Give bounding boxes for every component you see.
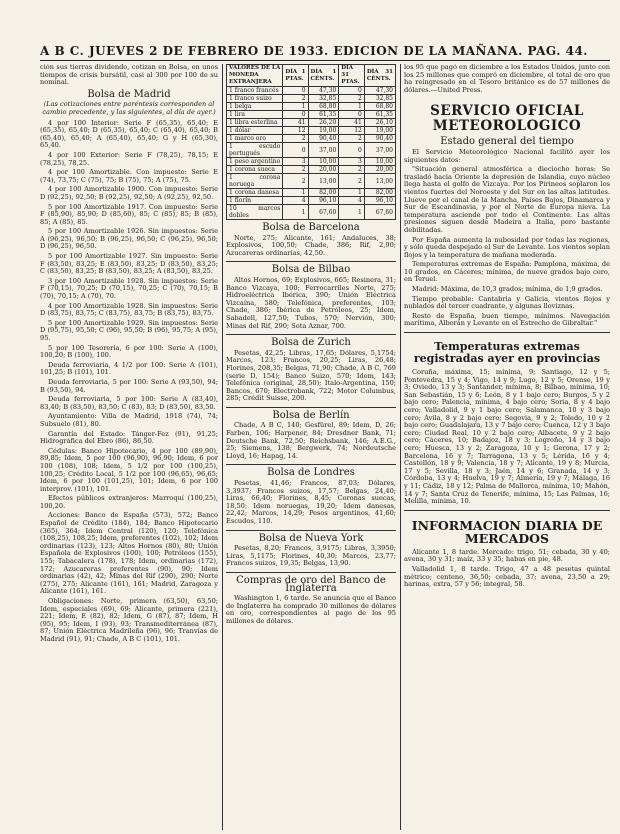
section-rule — [226, 464, 396, 465]
table-cell: 12 — [339, 127, 365, 135]
estado-paragraph: El Servicio Meteorológico Nacional facilitó ayer los siguientes datos: — [404, 147, 610, 164]
column-1 — [40, 64, 218, 832]
quotation-paragraph: 4 por 100 Exterior: Serie F (78,25), 78,15; E (78,25), 78,25. — [40, 150, 218, 167]
quotation-paragraph: 5 por 100 Amortizable 1929. Sin impuestos: Serie D (95,75), 95,50; C (96), 95,50; B (96), 95,75; A (95), 95. — [40, 318, 218, 342]
table-header-cell: DÍA 31 CÉNTS. — [364, 65, 395, 87]
quotation-paragraph: Obligaciones: Norte, primera (63,50), 63,50; Idem, especiales (69), 69; Alicante, primera (221), 221; Idem, E (82), 82; Idem, G (87), 87; Idem, H (95), 95; Idem, I (93), 93; Transmediterránea (87), 87; Unión Eléctrica Madrileña (96), 96; Tranvías de Madrid (91), 91; Chade, A B C (101), 101. — [40, 597, 218, 643]
table-cell: 1 corona sueca — [227, 166, 283, 174]
quotation-paragraph: 5 por 100 Amortizable 1917. Con impuesto: Serie F (85,90), 85,90; D (85,60), 85; C (85), 85; B (85), 85; A (85), 85. — [40, 202, 218, 226]
table-row — [227, 87, 396, 95]
table-cell: 1 belga — [227, 103, 283, 111]
table-cell: 0 — [339, 143, 365, 158]
estado-paragraph: Resto de España, buen tiempo, mínimos. Navegación marítima, Alborán y Levante en el Estrecho de Gibraltar." — [404, 311, 610, 328]
table-cell: 1 corona noruega — [227, 174, 283, 189]
table-cell: 1 franco suizo — [227, 95, 283, 103]
table-row — [227, 143, 396, 158]
table-cell: 1 — [339, 189, 365, 197]
table-cell: 96,10 — [308, 197, 339, 205]
table-cell: 1 — [283, 103, 308, 111]
table-cell: 0 — [283, 111, 308, 119]
table-cell: 20,00 — [308, 166, 339, 174]
table-cell: 2 — [339, 166, 365, 174]
table-cell: 41 — [283, 119, 308, 127]
table-cell: 1 — [339, 103, 365, 111]
table-cell: 1 florín — [227, 197, 283, 205]
bolsa-barcelona-title: Bolsa de Barcelona — [262, 222, 360, 233]
table-cell: 2 — [339, 95, 365, 103]
table-cell: 13,00 — [364, 174, 395, 189]
estado-paragraph: "Situación general atmosférica a dieciocho horas: Se trasladó hacia Oriente la depresión de Islandia, cuyo núcleo llega hasta el golfo de Vizcaya. Por los Pirineos soplaron los vientos fuertes del Noroeste y del Sur en las altas latitudes. Llueve por el canal de la Mancha, Países Bajos, Dinamarca y Sur de Escandinavia, y por el Norte de Europa nieva. La temperatura asciende por todo el Continente. Las altas presiones siguen desde Madeira a Italia, pero bastante debilitadas. — [404, 165, 610, 234]
bolsa-zurich-title: Bolsa de Zurich — [271, 337, 351, 349]
currency-table — [226, 64, 396, 220]
table-cell: 32,85 — [308, 95, 339, 103]
continued-text: los 95 que pagó en diciembre a los Estados Unidos, junto con los 25 millones que compró en diciembre, el total de oro que ha reingresado en el Tesoro británico es de 57 millones de dólares.—United Press. — [404, 64, 610, 94]
table-cell: 82,00 — [308, 189, 339, 197]
table-cell: 1 franco francés — [227, 87, 283, 95]
bolsa-bilbao-text: Altos Hornos, 69; Explosivos, 665; Resinera, 31; Banco Vizcaya, 100; Ferrocarriles Norte, 275; Hidroeléctrica Ibérica, 390; Unión Eléctrica Vizcaína, 580; Telefónica, preferentes, 103; Chade, 386; Ibérica de Petróleos, 25; Idem, Sabadell, 127,50; Tubos, 570; Nervión, 300; Minas del Rif, 290; Sota Aznar, 700. — [226, 275, 396, 330]
temperaturas-title: Temperaturas extremas registradas ayer en provincias — [413, 340, 601, 366]
table-row — [227, 127, 396, 135]
quotation-paragraph: 5 por 100 Amortizable 1926. Sin impuestos: Serie A (96,25), 96,50; B (96,25), 96,50; C (96,25), 96,50; D (96,25), 96,50. — [40, 227, 218, 251]
bolsa-madrid-note: (Las cotizaciones entre paréntesis corresponden al cambio precedente, y las siguientes, al día de ayer.) — [42, 100, 216, 116]
section-rule — [226, 261, 396, 262]
table-row — [227, 189, 396, 197]
table-cell: 0 — [339, 87, 365, 95]
table-cell: 1 — [283, 189, 308, 197]
quotation-paragraph: 4 por 100 Amortizable. Con impuesto: Serie E (74), 73,75; C (75), 75; B (75), 75; A (75), 75. — [40, 168, 218, 184]
table-cell: 26,20 — [308, 119, 339, 127]
table-cell: 82,00 — [364, 189, 395, 197]
table-row — [227, 111, 396, 119]
table-cell: 0 — [283, 87, 308, 95]
table-cell: 20,00 — [364, 166, 395, 174]
table-cell: 41 — [339, 119, 365, 127]
table-cell: 10,00 — [364, 158, 395, 166]
column-divider — [400, 64, 401, 830]
table-header-cell: DÍA 1 CÉNTS. — [308, 65, 339, 87]
quotation-paragraph: 5 por 100 Tesorería, 6 por 100: Serie A (100), 100,20; B (100), 100. — [40, 343, 218, 360]
quotation-paragraph: Deuda ferroviaria, 5 por 100: Serie A (93,50), 94; B (93,50), 94. — [40, 377, 218, 394]
quotation-paragraph: Efectos públicos extranjeros: Marroquí (100,25), 100,20. — [40, 494, 218, 510]
table-header-cell: VALORES DE LA MONEDA EXTRANJERA — [227, 65, 283, 87]
section-rule — [226, 530, 396, 531]
section-rule — [404, 332, 610, 333]
bolsa-londres-title: Bolsa de Londres — [267, 467, 355, 479]
mercados-valladolid-text: Valladolid 1, 8 tarde. Trigo, 47 a 48 pesetas quintal métrico; centeno, 36,50; cebada, 37; avena, 23,50 a 29; harinas, extra, 57 y 56; integral, 58. — [404, 564, 610, 589]
estado-paragraph: Por España aumenta la nubosidad por todas las regiones, y sólo queda despejado el Sur de Levante. Los vientos soplan flojos y la temperatura de mañana moderada. — [404, 235, 610, 259]
table-cell: 10,00 — [308, 158, 339, 166]
table-header-cell: DÍA 31 PTAS. — [339, 65, 365, 87]
column-3 — [404, 64, 610, 832]
quotation-paragraph: 4 por 100 Interior: Serie F (65,35), 65,40; E (65,35), 65,40; D (65,35), 65,40; C (65,40), 65,40; B (65,40), 65,40; A (65,40), 65,40; G y H (65,30), 65,40. — [40, 118, 218, 150]
quotation-paragraph: 4 por 100 Amortizable 1900. Con impuesto: Serie D (92,25), 92,50; B (92,25), 92,50; A (92,25), 92,50. — [40, 185, 218, 201]
bolsa-bilbao-title: Bolsa de Bilbao — [271, 264, 351, 276]
mercados-alicante-text: Alicante 1, 8 tarde. Mercado: trigo, 51; cebada, 30 y 40; avena, 30 y 31; maíz, 33 y 35; habas en pie, 48. — [404, 547, 610, 564]
table-cell: 96,10 — [364, 197, 395, 205]
bolsa-barcelona-text: Norte, 275; Alicante, 161; Andaluces, 38; Explosivos, 100,50; Chade, 386; Rif, 2,90; Azucareras ordinarias, 42,50. — [226, 233, 396, 257]
table-row — [227, 197, 396, 205]
quotation-paragraph: 5 por 100 Amortizable 1927. Sin impuesto: Serie F (83,50), 83,25; E (83,50), 83,25; D (83,50), 83,25; C (83,50), 83,25; B (83,50), 83,25; A (83,50), 83,25. — [40, 252, 218, 276]
table-cell: 1 marco oro — [227, 135, 283, 143]
table-row — [227, 95, 396, 103]
bolsa-londres-text: Pesetas, 41,46; Francos, 87,03; Dólares, 3,3937; Francos suizos, 17,57; Belgas, 24,40; Liras, 66,40; Florines, 8,45; Coronas suecas, 18,50; Idem noruegas, 19,20; Idem danesas, 22,42; Marcos, 14,29; Pesos argentinos, 41,60; Escudos, 110. — [226, 479, 396, 525]
column-divider — [222, 64, 223, 830]
table-cell: 2 — [283, 174, 308, 189]
section-rule — [226, 407, 396, 408]
bolsa-nueva-york-text: Pesetas, 8,20; Francos, 3,9175; Libras, 3,3950; Liras, 5,1175; Florines, 40,30; Marcos, 23,77; Francos suizos, 19,35; Belgas, 13,90. — [226, 544, 396, 568]
estado-tiempo-title: Estado general del tiempo — [440, 136, 574, 148]
table-row — [227, 158, 396, 166]
table-cell: 32,85 — [364, 95, 395, 103]
quotation-paragraph: Acciones: Banco de España (573), 572; Banco Español de Crédito (184), 184; Banco Hipotecario (365), 364; Idem Central (120), 120; Telefónica (108,25), 108,25; Idem, preferentes (102), 102; Idem ordinarias (123), 123; Altos Hornos (80), 80; Unión Española de Explosivos (100), 100; Petróleos (155), 155; Tabacalera (178), 178; Idem, ordinarias (172), 172; Azucareras preferentes (90), 90; Idem ordinarias (42), 42; Minas del Rif (290), 290; Norte (275), 275; Alicante (161), 161; Madrid, Zaragoza y Alicante (161), 161. — [40, 511, 218, 596]
table-cell: 1 peso argentino — [227, 158, 283, 166]
table-cell: 19,00 — [308, 127, 339, 135]
table-cell: 2 — [339, 135, 365, 143]
table-row — [227, 205, 396, 220]
intro-paragraph: ción sus tierras dividendo, cotizan en Bolsa, en unos tiempos de crisis bursátil, casi al 300 por 100 de su nominal. — [40, 64, 218, 87]
table-row — [227, 166, 396, 174]
table-cell: 4 — [283, 197, 308, 205]
quotation-paragraph: 3 por 100 Amortizable 1928. Sin impuestos: Serie F (70,15), 70,25; D (70,15), 70,25; C (70), 70,15; B (70), 70,15; A (70), 70. — [40, 276, 218, 301]
bolsa-madrid-body — [40, 120, 218, 644]
page-header: A B C. JUEVES 2 DE FEBRERO DE 1933. EDICION DE LA MAÑANA. PAG. 44. — [40, 44, 588, 58]
table-cell: 12 — [283, 127, 308, 135]
quotation-paragraph: Deuda ferroviaria, 5 por 100: Serie A (83,40), 83,40; B (83,50), 83,50; C (83), 83; D (83,50), 83,50. — [40, 395, 218, 411]
table-cell: 67,60 — [364, 205, 395, 220]
bolsa-nueva-york-title: Bolsa de Nueva York — [258, 532, 364, 544]
table-cell: 19,00 — [364, 127, 395, 135]
quotation-paragraph: Garantía del Estado: Tánger-Fez (91), 91,25; Hidrográfica del Ebro (86), 86,50. — [40, 429, 218, 446]
estado-paragraph: Tiempo probable: Cantabria y Galicia, vientos flojos y nublados del tercer cuadrante, y algunas lloviznas. — [404, 294, 610, 311]
table-cell: 47,30 — [308, 87, 339, 95]
table-cell: 90,40 — [364, 135, 395, 143]
table-cell: 1 libra esterlina — [227, 119, 283, 127]
bolsa-zurich-text: Pesetas, 42,25; Libras, 17,65; Dólares, 5,1754; Marcos, 123; Francos, 20,25; Liras, 26,48; Florines, 208,35; Belgas, 71,90; Chade, A B C, 769 (serie D, 154); Banco Suizo, 570; Idem, 143; Telefónica (original, 28,50); Italo-Argentina, 150; Bancos, 670; Electrobank, 722; Motor Columbus, 285; Crédit Suisse, 200. — [226, 348, 396, 403]
table-cell: 47,30 — [364, 87, 395, 95]
table-row — [227, 174, 396, 189]
table-cell: 68,80 — [364, 103, 395, 111]
table-cell: 0 — [339, 111, 365, 119]
quotation-paragraph: Deuda ferroviaria, 4 1/2 por 100: Serie A (101), 101,25; B (101), 101. — [40, 360, 218, 377]
estado-tiempo-body — [404, 149, 610, 328]
quotation-paragraph: 4 por 100 Amortizable 1928. Sin impuestos: Serie D (83,75), 83,75; C (83,75), 83,75; B (83,75), 83,75. — [40, 301, 218, 318]
quotation-paragraph: Cédulas: Banco Hipotecario, 4 por 100 (89,90), 89,85; Idem, 5 por 100 (96,90), 96,90; Idem, 6 por 100 (108), 108; Idem, 5 1/2 por 100 (100,25), 100,25; Crédito Local, 5 1/2 por 100 (96,65), 96,65; Idem, 6 por 100 (101,25), 101; Idem, 6 por 100 interprov. (101), 101. — [40, 446, 218, 493]
table-cell: 1 — [283, 205, 308, 220]
table-cell: 26,10 — [364, 119, 395, 127]
section-rule — [226, 334, 396, 335]
table-cell: 2 — [339, 174, 365, 189]
compras-oro-title: Compras de oro del Banco de Inglaterra — [236, 574, 386, 594]
table-cell: 1 lira — [227, 111, 283, 119]
table-cell: 1 — [339, 205, 365, 220]
table-cell: 1 escudo portugués — [227, 143, 283, 158]
table-cell: 2 — [283, 95, 308, 103]
bolsa-madrid-title: Bolsa de Madrid — [87, 88, 171, 100]
header-rule — [40, 60, 610, 61]
estado-paragraph: Temperaturas extremas de España: Pamplona, máxima, de 10 grados, en Cáceres; mínima, de nueve grados bajo cero, en Teruel. — [404, 260, 610, 284]
table-cell: 37,00 — [308, 143, 339, 158]
table-row — [227, 119, 396, 127]
table-cell: 90,40 — [308, 135, 339, 143]
estado-paragraph: Madrid: Máxima, de 10,3 grados; mínima, de 1,9 grados. — [412, 285, 603, 294]
quotation-paragraph: Ayuntamiento: Villa de Madrid, 1918 (74), 74; Subsuelo (81), 80. — [40, 412, 218, 428]
bolsa-berlin-text: Chade, A B C, 140; Gesfürel, 89; Idem, D, 26; Farben, 106; Harpener, 84; Dresdner Bank, 71; Deutsche Bank, 72,50; Reichsbank, 146; A.E.G., 25; Siemens, 138; Bergwerk, 74; Nordeutsche Lloyd, 16; Hapag, 14. — [226, 421, 396, 460]
table-row — [227, 135, 396, 143]
table-cell: 4 — [339, 197, 365, 205]
table-cell: 61,35 — [308, 111, 339, 119]
column-2 — [226, 64, 396, 832]
section-rule — [226, 572, 396, 573]
table-cell: 1 dólar — [227, 127, 283, 135]
compras-oro-text: Washington 1, 6 tarde. Se anuncia que el Banco de Inglaterra ha comprado 30 millones de dólares en oro, correspondientes al pago de los 95 millones de dólares. — [226, 594, 396, 625]
table-cell: 0 — [283, 143, 308, 158]
table-cell: 37,00 — [364, 143, 395, 158]
table-cell: 13,00 — [308, 174, 339, 189]
table-cell: 3 — [283, 158, 308, 166]
table-cell: 10 marcos dobles — [227, 205, 283, 220]
informacion-mercados-title: INFORMACION DIARIA DE MERCADOS — [411, 517, 603, 546]
table-row — [227, 103, 396, 111]
table-cell: 68,80 — [308, 103, 339, 111]
table-header-cell: DÍA 1 PTAS. — [283, 65, 308, 87]
section-rule — [404, 510, 610, 511]
table-cell: 2 — [283, 166, 308, 174]
temperaturas-text: Coruña, máxima, 15; mínima, 9; Santiago, 12 y 5; Pontevedra, 15 y 4; Vigo, 14 y 9; Lugo, 12 y 5; Orense, 19 y 3; Oviedo, 13 y 3; Santander, mínima, 8; Bilbao, mínima, 10; San Sebastián, 15 y 6; León, 8 y 1 bajo cero; Burgos, 5 y 2 bajo cero; Palencia, mínima, 4 bajo cero; Soria, 8 y 4 bajo cero; Valladolid, 9 y 1 bajo cero; Salamanca, 10 y 3 bajo cero; Ávila, 8 y 2 bajo cero; Segovia, 9 y 2; Toledo, 10 y 2 bajo cero; Guadalajara, 13 y 7 bajo cero; Cuenca, 12 y 3 bajo cero; Ciudad Real, 10 y 2 bajo cero; Albacete, 9 y 2 bajo cero; Cáceres, 10; Badajoz, 18 y 3; Logroño, 14 y 3 bajo cero; Huesca, 13 y 2; Zaragoza, 10 y 1; Gerona, 17 y 2; Barcelona, 16 y 7; Tarragona, 13 y 5; Lérida, 16 y 4; Castellón, 18 y 9; Valencia, 18 y 7; Alicante, 19 y 8; Murcia, 17 y 5; Sevilla, 18 y 3; Jaén, 14 y 6; Granada, 14 y 3; Córdoba, 13 y 4; Huelva, 19 y 7; Almería, 19 y 7; Málaga, 16 y 11; Cádiz, 18 y 12; Palma de Mallorca, mínima, 10; Mahón, 14 y 7; Santa Cruz de Tenerife, mínima, 15; Las Palmas, 16; Melilla, mínima, 10. — [404, 368, 610, 506]
servicio-meteorologico-title: SERVICIO OFICIAL METEOROLOGICO — [430, 103, 584, 135]
table-cell: 1 corona danesa — [227, 189, 283, 197]
table-cell: 61,35 — [364, 111, 395, 119]
table-cell: 67,60 — [308, 205, 339, 220]
table-cell: 2 — [283, 135, 308, 143]
bolsa-berlin-title: Bolsa de Berlín — [272, 409, 350, 421]
table-cell: 3 — [339, 158, 365, 166]
